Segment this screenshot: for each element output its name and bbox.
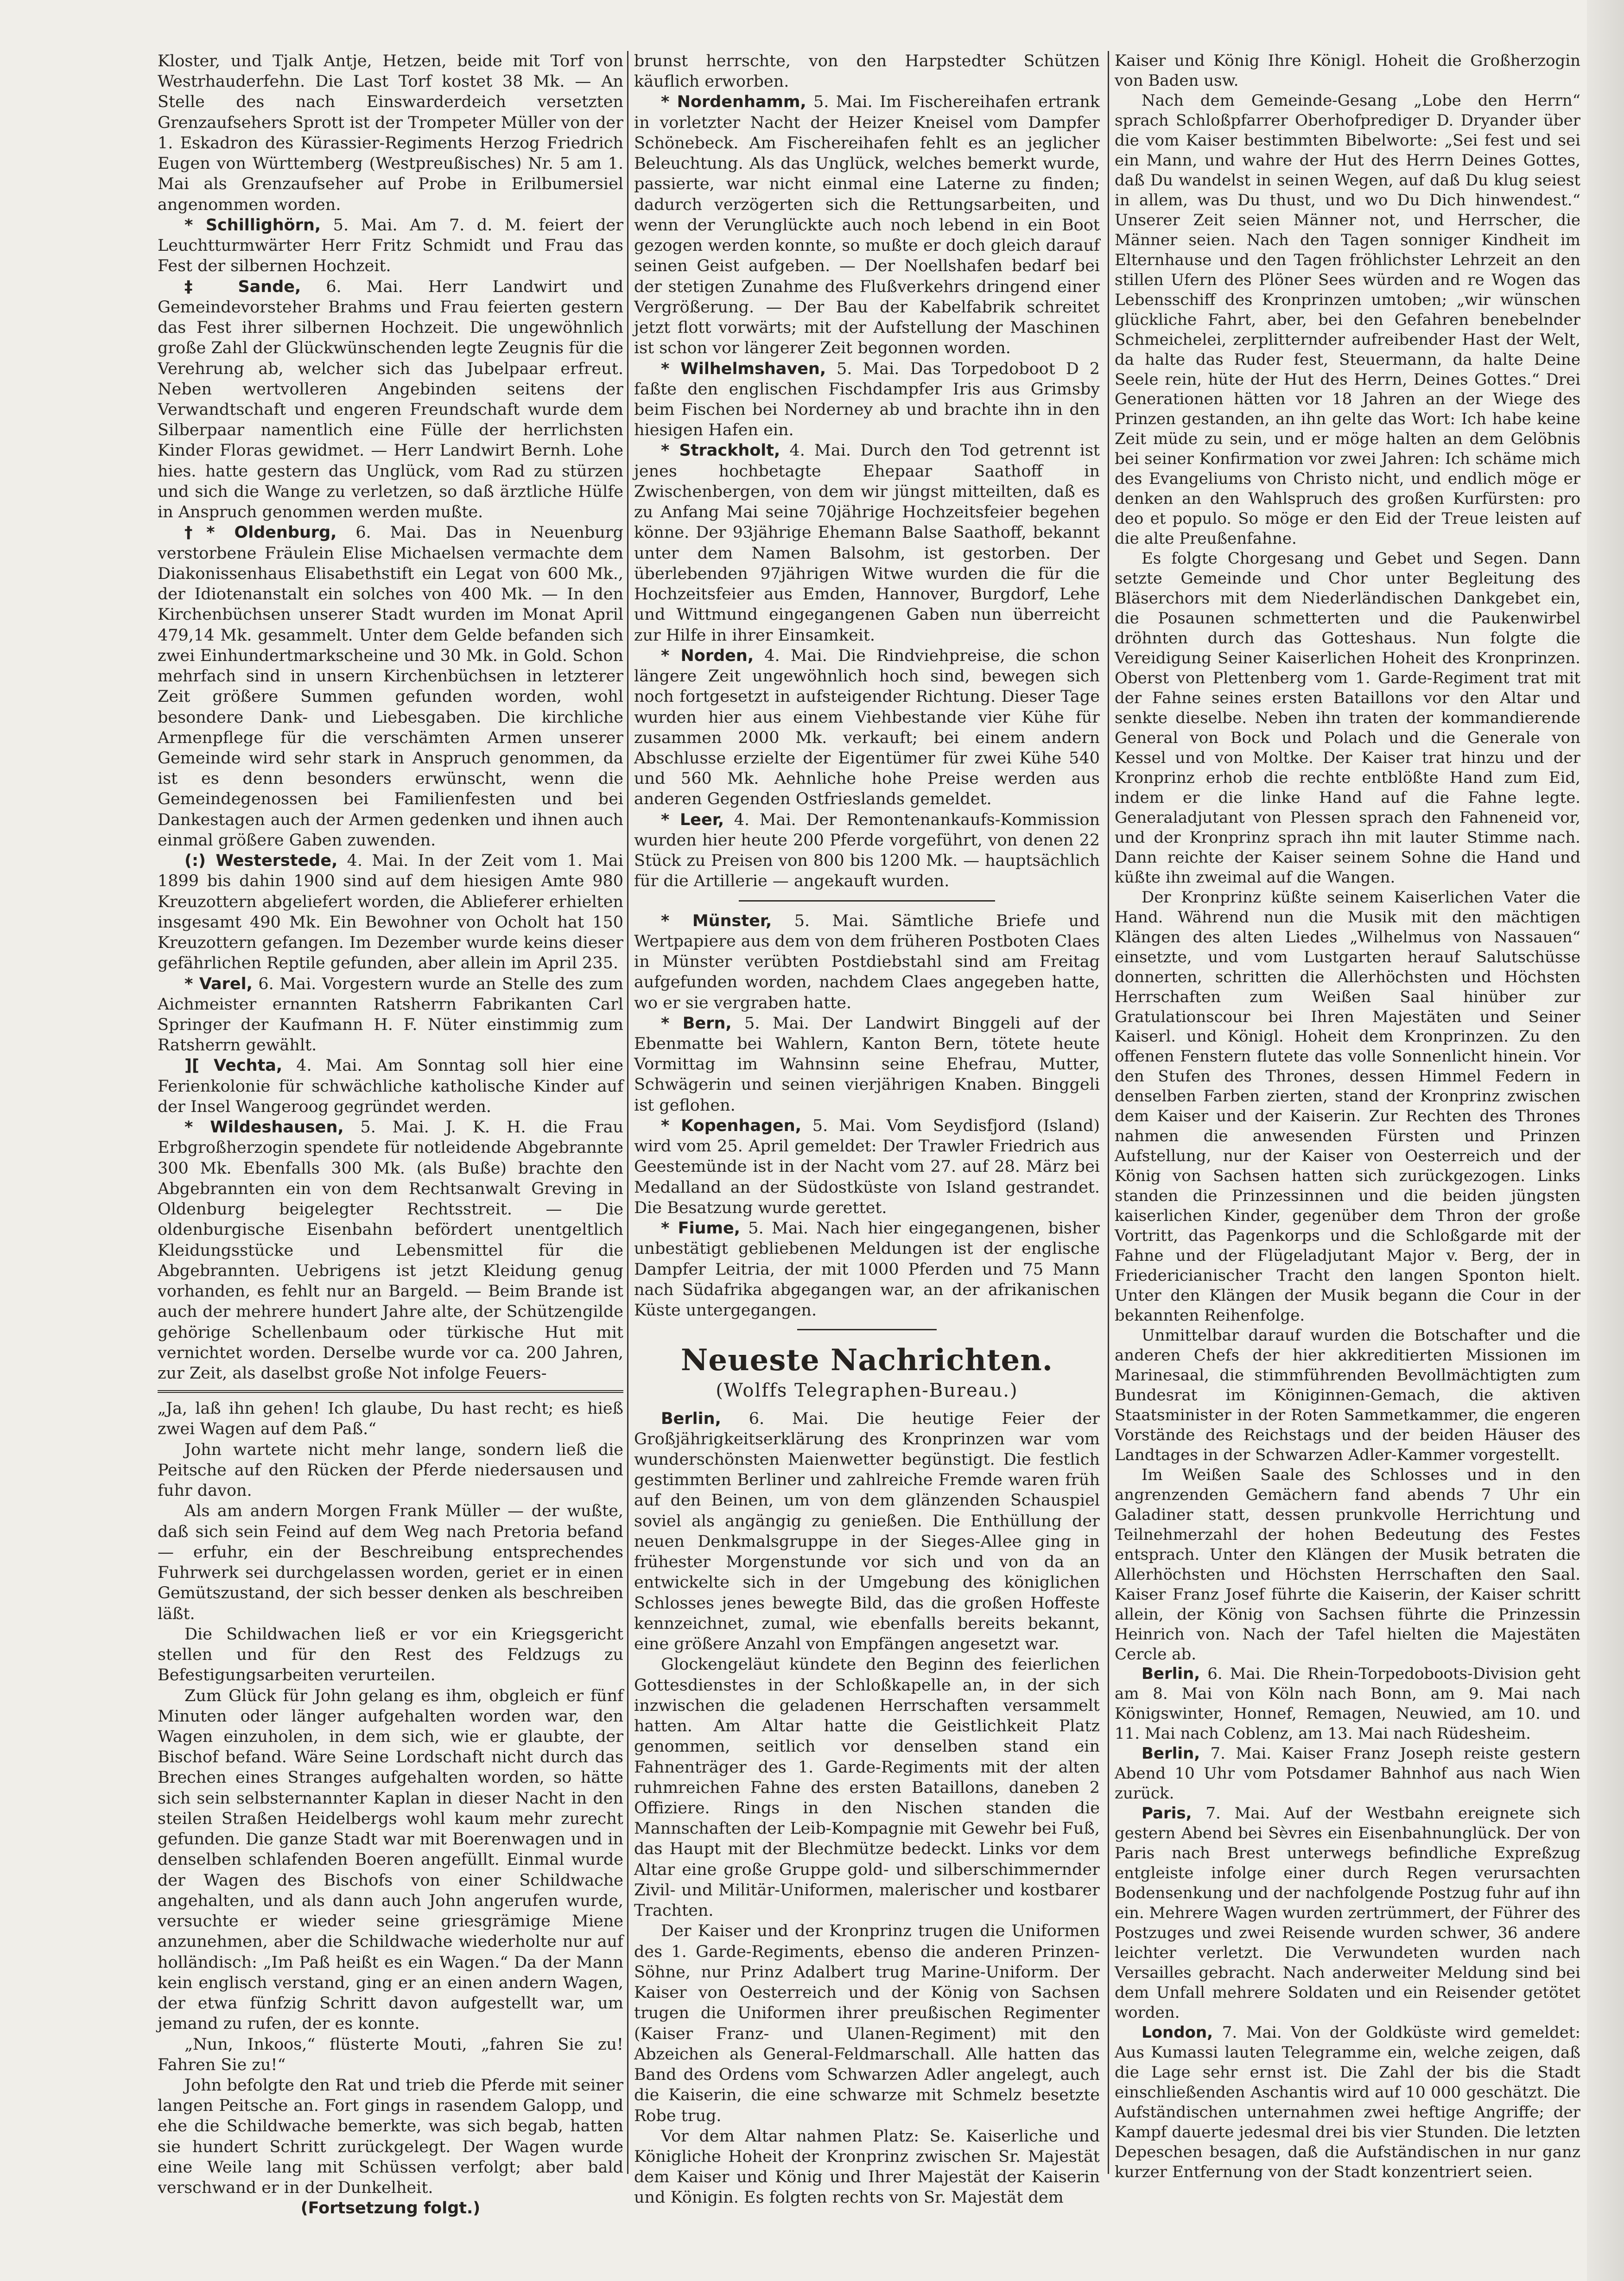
news-item [158, 1055, 623, 1117]
dateline: Berlin, [661, 1409, 721, 1428]
news-item: Unmittelbar darauf wurden die Botschafter und die anderen Chefs der hier akkreditierten Missionen im Marinesaal, die stimmführenden Bevollmächtigten zum Bundesrat im Königinnen-Gemach, die aktiven Staatsminister in der Roten Sammetkammer, die engeren Vorstände des Reichstags und der beiden Häuser des Landtages in der Schwarzen Adler-Kammer vorgestellt. [1115, 1326, 1580, 1464]
news-item [634, 646, 1100, 810]
news-item [1115, 1804, 1580, 2023]
dateline: Berlin, [1142, 1744, 1200, 1763]
news-item [634, 440, 1100, 645]
news-item [634, 1409, 1100, 1655]
news-item: Es folgte Chorgesang und Gebet und Segen. Dann setzte Gemeinde und Chor unter Begleitung des Bläserchors mit dem Niederländischen Dankgebet ein, die Posaunen schmetterten und die Paukenwirbel dröhnten durch das Gotteshaus. Nun folgte die Vereidigung Seiner Kaiserlichen Hoheit des Kronprinzen. Oberst von Plettenberg vom 1. Garde-Regiment trat mit der Fahne seines ersten Bataillons vor den Altar und senkte dieselbe. Neben ihn traten der kommandierende General von Bock und Polach und die Generale von Kessel und von Moltke. Der Kaiser trat hinzu und der Kronprinz erhob die rechte entblößte Hand zum Eid, indem er die linke Hand auf die Fahne legte. Generaladjutant von Plessen sprach den Fahneneid vor, und der Kronprinz sprach ihn mit lauter Stimme nach. Dann reichte der Kaiser seinem Sohne die Hand und küßte ihn zweimal auf die Wangen. [1115, 549, 1580, 887]
item-text: 4. Mai. Der Remontenankaufs-Kommission wurden hier heute 200 Pferde vorgeführt, von denen 22 Stück zu Preisen von 800 bis 1200 Mk. — hauptsächlich für die Artillerie — angekauft wurden. [634, 810, 1100, 891]
dateline: * Varel, [184, 974, 253, 993]
news-item: Glockengeläut kündete den Beginn des feierlichen Gottesdienstes in der Schloßkapelle an, in der sich inzwischen die geladenen Herrschaften versammelt hatten. Am Altar hatte die Geistlichkeit Platz genommen, seitlich vor denselben stand ein Fahnenträger des 1. Garde-Regiments mit der alten ruhmreichen Fahne des ersten Bataillons, daneben 2 Offiziere. Rings in den Nischen standen die Mannschaften der Leib-Kompagnie mit Gewehr bei Fuß, das Haupt mit der Blechmütze bedeckt. Links vor dem Altar eine große Gruppe gold- und silberschimmernder Zivil- und Militär-Uniformen, malerischer und kostbarer Trachten. [634, 1655, 1100, 1920]
news-item [158, 215, 623, 277]
news-item: Im Weißen Saale des Schlosses und in den angrenzenden Gemächern fand abends 7 Uhr ein Galadiner statt, dessen prunkvolle Herrichtung und Teilnehmerzahl der hohen Bedeutung des Festes entsprach. Unter den Klängen der Musik betraten die Allerhöchsten und Höchsten Herrschaften den Saal. Kaiser Franz Josef führte die Kaiserin, der Kaiser schritt allein, der König von Sachsen führte die Prinzessin Heinrich von. Nach der Tafel hielten die Majestäten Cercle ab. [1115, 1465, 1580, 1664]
item-text: 6. Mai. Das in Neuenburg verstorbene Fräulein Elise Michaelsen vermachte dem Diakonissenhaus Elisabethstift ein Legat von 600 Mk., der Idiotenanstalt ein solches von 400 Mk. — In den Kirchenbüchsen unserer Stadt wurden im Monat April 479,14 Mk. gesammelt. Unter dem Gelde befanden sich zwei Einhundertmarkscheine und 30 Mk. in Gold. Schon mehrfach sind in unsern Kirchenbüchsen in letzterer Zeit größere Summen gefunden worden, wohl besondere Dank- und Liebesgaben. Die kirchliche Armenpflege für die verschämten Armen unserer Gemeinde wird sehr stark in Anspruch genommen, da ist es denn besonders erwünscht, wenn die Gemeindegenossen bei Familienfesten und bei Dankestagen auch der Armen gedenken und ihnen auch einmal größere Gaben zuwenden. [158, 523, 623, 850]
dateline: (:) Westerstede, [184, 851, 338, 870]
news-item [1115, 1664, 1580, 1744]
item-text: 6. Mai. Die heutige Feier der Großjährigkeitserklärung des Kronprinzen war vom wunderschönsten Maienwetter begünstigt. Die festlich gestimmten Berliner und zahlreiche Fremde waren früh auf den Beinen, um von dem glänzenden Schauspiel soviel als angängig zu genießen. Die Enthüllung der neuen Denkmalsgruppe in der Sieges-Allee ging in frühester Morgenstunde vor sich und von da an entwickelte sich in der Umgebung des königlichen Schlosses jenes bewegte Bild, das die großen Hoffeste kennzeichnet, zumal, wie ebenfalls bereits bekannt, eine größere Anzahl von Empfängen angesetzt war. [634, 1409, 1100, 1654]
news-item [634, 1013, 1100, 1116]
dateline: * Kopenhagen, [661, 1116, 801, 1135]
dateline: Berlin, [1142, 1665, 1200, 1684]
news-item: Der Kronprinz küßte seinem Kaiserlichen Vater die Hand. Während nun die Musik mit den mächtigen Klängen des alten Liedes „Wilhelmus von Nassauen“ einsetzte, und vom Lustgarten herauf Salutschüsse donnerten, schritten die Allerhöchsten und Höchsten Herrschaften zum Weißen Saal hinüber zur Gratulationscour bei Ihren Majestäten und Seiner Kaiserl. und Königl. Hoheit dem Kronprinzen. Zu den offenen Fenstern flutete das volle Sonnenlicht hinein. Vor den Stufen des Thrones, dessen Himmel Federn in denselben Farben zierten, stand der Kronprinz zwischen dem Kaiser und der Kaiserin. Zur Rechten des Thrones nahmen die anwesenden Fürsten und Prinzen Aufstellung, nur der Kaiser von Oesterreich und der König von Sachsen hatten sich zurückgezogen. Links standen die Prinzessinnen und die beiden jüngsten kaiserlichen Kinder, gegenüber dem Thron der große Vortritt, das Pagenkorps und die Schloßgarde mit der Fahne und der Flügeladjutant Major v. Berg, der in Friedericianischer Tracht den langen Sponton hielt. Unter den Klängen der Musik begann die Cour in der bekannten Reihenfolge. [1115, 888, 1580, 1325]
story-paragraph: John wartete nicht mehr lange, sondern ließ die Peitsche auf den Rücken der Pferde niedersausen und fuhr davon. [158, 1440, 623, 1500]
news-item: Kaiser und König Ihre Königl. Hoheit die Großherzogin von Baden usw. [1115, 51, 1580, 90]
news-item: brunst herrschte, von den Harpstedter Schützen käuflich erworben. [634, 52, 1100, 91]
column-rule-2 [1108, 51, 1109, 2174]
dateline: * Wildeshausen, [184, 1118, 344, 1137]
dateline: * Leer, [661, 810, 724, 829]
item-text: 7. Mai. Von der Goldküste wird gemeldet: Aus Kumassi lauten Telegramme ein, welche zeigen, daß die Lage sehr ernst ist. Die Zahl der bis die Stadt einschließenden Aschantis wird auf 10 000 geschätzt. Die Aufständischen unternahmen zwei heftige Angriffe; der Kampf dauerte jedesmal drei bis vier Stunden. Die letzten Depeschen besagen, daß die Aufständischen in nur ganz kurzer Entfernung von der Stadt konzentriert seien. [1115, 2023, 1580, 2181]
section-heading: Neueste Nachrichten. [680, 1343, 1053, 1378]
dateline: ‡ Sande, [184, 277, 301, 296]
news-item [634, 911, 1100, 1013]
news-item [634, 1116, 1100, 1218]
item-text: 4. Mai. In der Zeit vom 1. Mai 1899 bis dahin 1900 sind auf dem hiesigen Amte 980 Kreuzottern abgeliefert worden, die Ablieferer erhielten insgesamt 490 Mk. Ein Bewohner von Ocholt hat 150 Kreuzottern gefangen. Im Dezember wurde keins dieser gefährlichen Reptile gefunden, aber allein im April 235. [158, 851, 623, 973]
news-item [158, 974, 623, 1056]
column-3 [1115, 51, 1580, 2182]
item-text: 5. Mai. Sämtliche Briefe und Wertpapiere aus dem von dem früheren Postboten Claes in Münster verübten Postdiebstahl sind am Freitag aufgefunden worden, nachdem Claes angegeben hatte, wo er sie vergraben hatte. [634, 911, 1100, 1012]
item-text: 4. Mai. Durch den Tod getrennt ist jenes hochbetagte Ehepaar Saathoff in Zwischenbergen, von dem wir jüngst mitteilten, daß es zu Anfang Mai seine 70jährige Hochzeitsfeier begehen könne. Der 93jährige Ehemann Balse Saathoff, bekannt unter dem Namen Balsohm, ist gestorben. Der überlebenden 97jährigen Witwe wurden die für die Hochzeitsfeier aus Emden, Hannover, Burgdorf, Lehe und Wittmund eingegangenen Gaben nun überreicht zur Hilfe in ihrer Einsamkeit. [634, 441, 1100, 645]
page-edge [1587, 0, 1624, 2281]
news-item [158, 277, 623, 523]
news-item [634, 1218, 1100, 1321]
item-text: 7. Mai. Kaiser Franz Joseph reiste gestern Abend 10 Uhr vom Potsdamer Bahnhof aus nach Wien zurück. [1115, 1744, 1580, 1803]
dateline: * Wilhelmshaven, [661, 359, 826, 378]
story-paragraph: Zum Glück für John gelang es ihm, obgleich er fünf Minuten oder länger aufgehalten worden war, den Wagen einzuholen, in dem sich, wie er glaubte, der Bischof befand. Wäre Seine Lordschaft nicht durch das Brechen eines Stranges aufgehalten worden, so hätte sich sein selbsternannter Kaplan in dieser Nacht in den steilen Straßen Heidelbergs wohl kaum mehr zurecht gefunden. Die ganze Stadt war mit Boerenwagen und in denselben schlafenden Boeren angefüllt. Einmal wurde der Wagen des Bischofs von einer Schildwache angehalten, und als dann auch John angerufen wurde, versuchte er wieder seine griesgrämige Miene anzunehmen, aber die Schildwache wiederholte nur auf holländisch: „Im Paß heißt es ein Wagen.“ Da der Mann kein englisch verstand, ging er an einen andern Wagen, der etwa fünfzig Schritt davon aufgestellt war, um jemand zu rufen, der es konnte. [158, 1686, 623, 2033]
heading-divider [797, 1329, 937, 1330]
item-text: 5. Mai. Das Torpedoboot D 2 faßte den englischen Fischdampfer Iris aus Grimsby beim Fischen bei Norderney ab und brachte ihn in den hiesigen Hafen ein. [634, 359, 1100, 440]
item-text: 6. Mai. Die Rhein-Torpedoboots-Division geht am 8. Mai von Köln nach Bonn, am 9. Mai nach Königswinter, Honnef, Remagen, Neuwied, am 10. und 11. Mai nach Coblenz, am 13. Mai nach Rüdesheim. [1115, 1665, 1580, 1743]
dateline: * Nordenhamm, [661, 93, 806, 112]
dateline: * Münster, [661, 911, 772, 930]
dateline: London, [1142, 2023, 1213, 2042]
story-paragraph: John befolgte den Rat und trieb die Pferde mit seiner langen Peitsche an. Fort gings in rasendem Galopp, und ehe die Schildwache bemerkte, was sich begab, hatten sie hundert Schritt zurückgelegt. Der Wagen wurde eine Weile lang mit Schüssen verfolgt; aber bald verschwand er in der Dunkelheit. [158, 2076, 623, 2198]
news-item [158, 1117, 623, 1384]
item-text: 5. Mai. Am 7. d. M. feiert der Leuchtturmwärter Herr Fritz Schmidt und Frau das Fest der silbernen Hochzeit. [158, 216, 623, 276]
dateline: * Bern, [661, 1014, 732, 1033]
news-item [634, 810, 1100, 892]
continuation-note: (Fortsetzung folgt.) [300, 2199, 481, 2218]
column-1 [158, 51, 623, 2219]
news-item [1115, 2023, 1580, 2182]
news-item [634, 359, 1100, 441]
story-paragraph: „Nun, Inkoos,“ flüsterte Mouti, „fahren Sie zu! Fahren Sie zu!“ [158, 2035, 623, 2074]
news-item: Vor dem Altar nahmen Platz: Se. Kaiserliche und Königliche Hoheit der Kronprinz zwischen Sr. Majestät dem Kaiser und König und Ihrer Majestät der Kaiserin und Königin. Es folgten rechts von Sr. Majestät dem [634, 2127, 1100, 2207]
news-item [1115, 1744, 1580, 1804]
news-item [158, 851, 623, 973]
news-item [634, 92, 1100, 358]
item-text: 5. Mai. Nach hier eingegangenen, bisher unbestätigt gebliebenen Meldungen ist der englische Dampfer Leitria, der mit 1000 Pferden und 75 Mann nach Südafrika abgegangen war, an der afrikanischen Küste untergegangen. [634, 1219, 1100, 1320]
item-text: 5. Mai. Vom Seydisfjord (Island) wird vom 25. April gemeldet: Der Trawler Friedrich aus Geestemünde ist in der Nacht vom 27. auf 28. März bei Medalland an der Südostküste von Island gestrandet. Die Besatzung wurde gerettet. [634, 1116, 1100, 1217]
section-divider [739, 900, 995, 902]
wire-credit: (Wolffs Telegraphen-Bureau.) [716, 1380, 1018, 1402]
item-text: 4. Mai. Am Sonntag soll hier eine Ferienkolonie für schwächliche katholische Kinder auf der Insel Wangeroog gegründet werden. [158, 1056, 623, 1116]
item-text: 6. Mai. Vorgestern wurde an Stelle des zum Aichmeister ernannten Ratsherrn Fabrikanten Carl Springer der Kaufmann H. F. Nüter einstimmig zum Ratsherrn gewählt. [158, 974, 623, 1055]
dateline: †* Oldenburg, [184, 523, 337, 542]
dateline: * Schillighörn, [184, 216, 321, 235]
item-text: 5. Mai. Der Landwirt Binggeli auf der Ebenmatte bei Wahlern, Kanton Bern, tötete heute Vormittag im Wahnsinn seine Ehefrau, Mutter, Schwägerin und seinen vierjährigen Knaben. Binggeli ist geflohen. [634, 1014, 1100, 1115]
story-paragraph: „Ja, laß ihn gehen! Ich glaube, Du hast recht; es hieß zwei Wagen auf dem Paß.“ [158, 1399, 623, 1439]
dateline: * Strackholt, [661, 441, 780, 460]
item-text: 5. Mai. J. K. H. die Frau Erbgroßherzogin spendete für notleidende Abgebrannte 300 Mk. Ebenfalls 300 Mk. (als Buße) brachte den Abgebrannten ein von dem Rechtsanwalt Greving in Oldenburg beigelegter Rechtsstreit. — Die oldenburgische Eisenbahn befördert unentgeltlich Kleidungsstücke und Lebensmittel für die Abgebrannten. Uebrigens ist jetzt Kleidung genug vorhanden, es fehlt nur an Bargeld. — Beim Brande ist auch der mehrere hundert Jahre alte, der Schützengilde gehörige Schellenbaum oder türkische Hut mit vernichtet worden. Derselbe wurde vor ca. 200 Jahren, zur Zeit, als daselbst große Not infolge Feuers- [158, 1118, 623, 1383]
dateline: * Fiume, [661, 1219, 740, 1238]
dateline: * Norden, [661, 646, 754, 665]
story-paragraph: Die Schildwachen ließ er vor ein Kriegsgericht stellen und für den Rest des Feldzugs zu Befestigungsarbeiten verurteilen. [158, 1625, 623, 1685]
item-text: 6. Mai. Herr Landwirt und Gemeindevorsteher Brahms und Frau feierten gestern das Fest ihrer silbernen Hochzeit. Die ungewöhnlich große Zahl der Glückwünschenden legte Zeugnis für die Verehrung ab, welcher sich das Jubelpaar erfreut. Neben wertvolleren Angebinden seitens der Verwandtschaft und engeren Freundschaft wurde dem Silberpaar namentlich eine Fülle der herrlichsten Kinder Floras gewidmet. — Herr Landwirt Bernh. Lohe hies. hatte gestern das Unglück, vom Rad zu stürzen und sich die Wange zu verletzen, so daß ärztliche Hülfe in Anspruch genommen werden mußte. [158, 277, 624, 522]
item-text: 4. Mai. Die Rindviehpreise, die schon längere Zeit ungewöhnlich hoch sind, bewegen sich noch fortgesetzt in aufsteigender Richtung. Dieser Tage wurden hier aus einem Viehbestande vier Kühe für zusammen 2000 Mk. verkauft; bei einem andern Abschlusse erzielte der Eigentümer für zwei Kühe 540 und 560 Mk. Aehnliche hohe Preise werden aus anderen Gegenden Ostfrieslands gemeldet. [634, 646, 1100, 809]
column-2 [634, 51, 1100, 2208]
news-item: Kloster, und Tjalk Antje, Hetzen, beide mit Torf von Westrhauderfehn. Die Last Torf kostet 38 Mk. — An Stelle des nach Einswarderdeich versetzten Grenzaufsehers Sprott ist der Trompeter Müller von der 1. Eskadron des Kürassier-Regiments Herzog Friedrich Eugen von Württemberg (Westpreußisches) Nr. 5 am 1. Mai als Grenzaufseher auf Probe in Erilbumersiel angenommen worden. [158, 52, 623, 214]
dateline: Paris, [1142, 1804, 1192, 1823]
column-rule-1 [627, 51, 628, 2174]
item-text: 5. Mai. Im Fischereihafen ertrank in vorletzter Nacht der Heizer Kneisel vom Dampfer Schönebeck. Am Fischereihafen fehlt es an jeglicher Beleuchtung. Als das Unglück, welches bemerkt wurde, passierte, war nicht einmal eine Laterne zu finden; dadurch verzögerten sich die Rettungsarbeiten, und wenn der Verunglückte auch noch lebend in ein Boot gezogen werden konnte, so mußte er doch gleich darauf seinen Geist aufgeben. — Der Noellshafen bedarf bei der stetigen Zunahme des Flußverkehrs dringend einer Vergrößerung. — Der Bau der Kabelfabrik schreitet jetzt flott vorwärts; mit der Aufstellung der Maschinen ist schon vor längerer Zeit begonnen worden. [634, 93, 1100, 358]
feuilleton-divider [158, 1390, 623, 1393]
news-item: Nach dem Gemeinde-Gesang „Lobe den Herrn“ sprach Schloßpfarrer Oberhofprediger D. Dryander über die vom Kaiser bestimmten Bibelworte: „Sei fest und sei ein Mann, und wahre der Hut des Herrn Deines Gottes, daß Du wandelst in seinen Wegen, auf daß Du klug seiest in allem, was Du thust, und wo Du Dich hinwendest.“ Unserer Zeit seien Männer not, und Herrscher, die Männer seien. Nach den Tagen sonniger Kindheit im Elternhause und den Tagen fröhlichster Lehrzeit an den stillen Ufern des Plöner Sees würden and re Wogen das Lebensschiff des Kronprinzen umtoben; „wir wünschen glückliche Fahrt, aber, bei den Gefahren benebelnder Schmeichelei, zerplitternder aufreibender Hast der Welt, da halte das Ruder fest, Steuermann, da halte Deine Seele rein, hüte der Hut des Herrn, Deines Gottes.“ Drei Generationen hätten vor 18 Jahren an der Wiege des Prinzen gestanden, an ihn gelte das Wort: Ich habe keine Zeit müde zu sein, und er möge halten an dem Gelöbnis bei seiner Konfirmation vor zwei Jahren: Ich schäme mich des Evangeliums von Christo nicht, und endlich möge er denken an den Wahlspruch des großen Kurfürsten: pro deo et populo. So möge er den Eid der Treue leisten auf die alte Preußenfahne. [1115, 91, 1580, 548]
news-item: Der Kaiser und der Kronprinz trugen die Uniformen des 1. Garde-Regiments, ebenso die anderen Prinzen-Söhne, nur Prinz Adalbert trug Marine-Uniform. Der Kaiser von Oesterreich und der König von Sachsen trugen die Uniformen ihrer preußischen Regimenter (Kaiser Franz- und Ulanen-Regiment) mit den Abzeichen als General-Feldmarschall. Alle hatten das Band des Ordens vom Schwarzen Adler angelegt, auch die Kaiserin, die eine schwarze mit Schmelz besetzte Robe trug. [634, 1922, 1100, 2125]
dateline: ][ Vechta, [184, 1056, 283, 1075]
story-paragraph: Als am andern Morgen Frank Müller — der wußte, daß sich sein Feind auf dem Weg nach Pretoria befand — erfuhr, ein der Beschreibung entsprechendes Fuhrwerk sei durchgelassen worden, geriet er in einen Gemütszustand, der sich besser denken als beschreiben läßt. [158, 1502, 623, 1623]
item-text: 7. Mai. Auf der Westbahn ereignete sich gestern Abend bei Sèvres ein Eisenbahnunglück. Der von Paris nach Brest unterwegs befindliche Expreßzug entgleiste infolge einer durch Regen verursachten Bodensenkung und der nachfolgende Postzug fuhr auf ihn ein. Mehrere Wagen wurden zertrümmert, der Führer des Postzuges und zwei Reisende wurden schwer, 36 andere leichter verletzt. Die Verwundeten wurden nach Versailles gebracht. Nach anderweiter Meldung sind bei dem Unfall mehrere Soldaten und ein Reisender getötet worden. [1115, 1804, 1580, 2022]
news-item [158, 522, 623, 851]
